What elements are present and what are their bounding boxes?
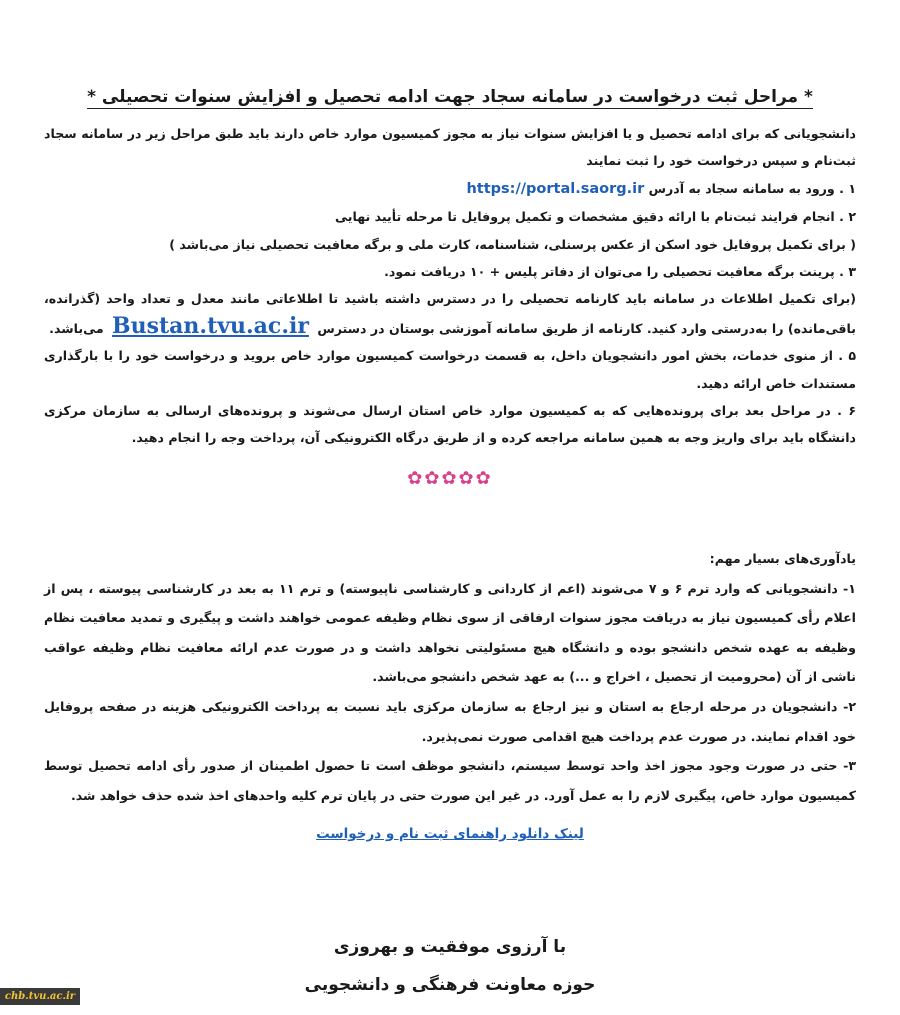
note-1: ۱- دانشجویانی که وارد ترم ۶ و ۷ می‌شوند (اعم از کاردانی و کارشناسی ناپیوسته) و ترم ۱۱ به بعد در کارشناسی پیوسته ، پس از اعلام رأی کمیسیون نیاز به دریافت مجوز سنوات ارفاقی از سوی نظام وظیفه عمومی خواهند داشت و پیگیری و تمدید معافیت نظام وظیفه به عهده شخص دانشجو بوده و دانشگاه هیچ مسئولیتی نخواهد داشت و در صورت عدم ارائه معافیت نظام وظیفه عواقب ناشی از آن (محرومیت از تحصیل ، اخراج و ...) به عهد شخص دانشجو می‌باشد. — [44, 580, 856, 685]
portal-url-link[interactable]: https://portal.saorg.ir — [466, 180, 645, 197]
step-3: ۳ . پرینت برگه معافیت تحصیلی را می‌توان از دفاتر پلیس + ۱۰ دریافت نمود. — [384, 264, 856, 280]
step-2: ۲ . انجام فرایند ثبت‌نام با ارائه دقیق مشخصات و تکمیل پروفایل تا مرحله تأیید نهایی — [335, 209, 856, 225]
note-3: ۳- حتی در صورت وجود مجوز اخذ واحد توسط سیستم، دانشجو موظف است تا حصول اطمینان از صدور رأی ادامه تحصیل توسط کمیسیون موارد خاص، پیگیری لازم را به عمل آورد. در غیر این صورت حتی در پایان ترم کلیه واحدهای اخذ شده حذف خواهد شد. — [44, 758, 856, 803]
site-watermark: chb.tvu.ac.ir — [0, 988, 80, 1005]
guide-download-section — [0, 826, 900, 842]
flower-divider-icon: ✿✿✿✿✿ — [407, 468, 493, 489]
bustan-link[interactable]: Bustan.tvu.ac.ir — [112, 312, 309, 339]
guide-download-link[interactable]: لینک دانلود راهنمای ثبت نام و درخواست — [316, 826, 584, 842]
intro-paragraph: دانشجویانی که برای ادامه تحصیل و یا افزایش سنوات نیاز به مجوز کمیسیون موارد خاص دارند باید طبق مراحل زیر در سامانه سجاد ثبت‌نام و سپس درخواست خود را ثبت نمایند — [44, 126, 856, 169]
note-2: ۲- دانشجویان در مرحله ارجاع به استان و نیز ارجاع به سازمان مرکزی باید نسبت به پرداخت الکترونیکی هزینه در صفحه پروفایل خود اقدام نمایند. در صورت عدم پرداخت هیچ اقدامی صورت نمی‌پذیرد. — [44, 698, 856, 744]
closing-signature: حوزه معاونت فرهنگی و دانشجویی — [304, 975, 596, 995]
step-3-note-text-a: (برای تکمیل اطلاعات در سامانه باید کارنامه تحصیلی را در دسترس داشته باشید تا اطلاعاتی مانند معدل و تعداد واحد (گذرانده، باقی‌مانده) را به‌درستی وارد کنید. کارنامه از طریق سامانه آموزشی بوستان در دسترس — [44, 291, 856, 336]
steps-section — [44, 120, 856, 452]
step-1-text: ۱ . ورود به سامانه سجاد به آدرس — [648, 180, 856, 196]
page-title — [0, 84, 900, 110]
step-5: ۵ . از منوی خدمات، بخش امور دانشجویان داخل، به قسمت درخواست کمیسیون موارد خاص بروید و درخواست خود را با بارگذاری مستندات خاص ارائه دهید. — [44, 348, 856, 391]
step-3-note — [44, 285, 856, 342]
notes-heading: یادآوری‌های بسیار مهم: — [709, 551, 856, 566]
step-3-note-text-b: می‌باشد. — [49, 320, 104, 336]
step-1 — [44, 175, 856, 203]
closing-wish: با آرزوی موفقیت و بهروزی — [333, 937, 567, 957]
notes-section — [44, 544, 856, 810]
step-2-note: ( برای تکمیل پروفایل خود اسکن از عکس پرسنلی، شناسنامه، کارت ملی و برگه معافیت تحصیلی نیاز می‌باشد ) — [169, 236, 856, 252]
step-6: ۶ . در مراحل بعد برای پرونده‌هایی که به کمیسیون موارد خاص استان ارسال می‌شوند و پرونده‌های ارسالی به سازمان مرکزی دانشگاه باید برای واریز وجه به همین سامانه مراجعه کرده و از طریق درگاه الکترونیکی آن، پرداخت وجه را انجام دهید. — [44, 403, 856, 446]
closing-section — [0, 928, 900, 1004]
page-title-text: * مراحل ثبت درخواست در سامانه سجاد جهت ادامه تحصیل و افزایش سنوات تحصیلی * — [87, 87, 813, 107]
